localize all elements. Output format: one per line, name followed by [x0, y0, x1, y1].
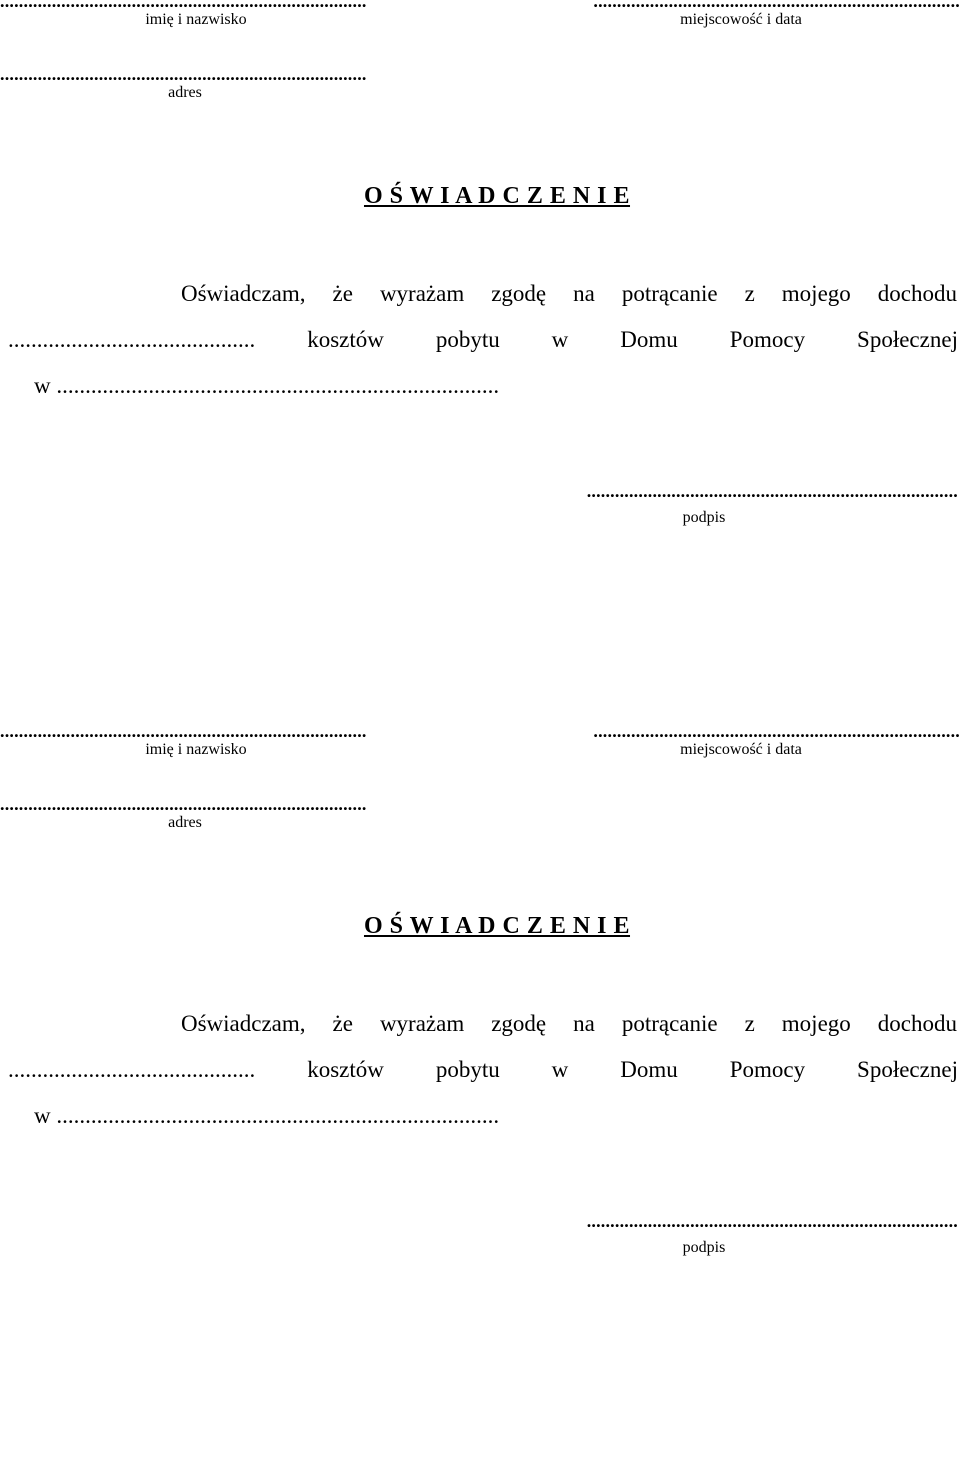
place-date-field-dots[interactable]: .............................................................................. — [593, 0, 960, 10]
document-title: O Ś W I A D C Z E N I E — [363, 913, 631, 939]
address-field-dots[interactable]: .............................................................................. — [0, 795, 367, 813]
place-date-caption: miejscowość i data — [680, 741, 802, 758]
statement-word: na — [573, 1011, 595, 1036]
statement-word: zgodę — [491, 281, 547, 306]
statement-word: Oświadczam, — [181, 281, 306, 306]
document-title: O Ś W I A D C Z E N I E — [363, 183, 631, 209]
statement-word: na — [573, 281, 595, 306]
name-field-dots[interactable]: .............................................................................. — [0, 722, 367, 740]
address-field-dots[interactable]: .............................................................................. — [0, 65, 367, 83]
amount-field-dots[interactable]: ........................................... — [8, 1057, 256, 1082]
statement-word: kosztów — [307, 1057, 384, 1082]
place-date-caption: miejscowość i data — [680, 11, 802, 28]
statement-line-1 — [181, 1012, 957, 1035]
statement-word: pobytu — [435, 1057, 500, 1082]
statement-word: Społecznej — [857, 327, 958, 352]
statement-word: z — [744, 281, 755, 306]
statement-word: że — [332, 281, 353, 306]
statement-word: z — [744, 1011, 755, 1036]
address-caption: adres — [168, 84, 202, 101]
statement-word: Pomocy — [729, 1057, 806, 1082]
statement-line-2 — [8, 328, 958, 351]
name-caption: imię i nazwisko — [145, 741, 247, 758]
statement-word: wyrażam — [379, 1011, 465, 1036]
name-field-dots[interactable]: .............................................................................. — [0, 0, 367, 10]
statement-word: kosztów — [307, 327, 384, 352]
statement-word: zgodę — [491, 1011, 547, 1036]
statement-word: dochodu — [877, 1011, 957, 1036]
statement-word: że — [332, 1011, 353, 1036]
amount-field-dots[interactable]: ........................................... — [8, 327, 256, 352]
statement-word: Oświadczam, — [181, 1011, 306, 1036]
statement-line-3-location[interactable]: w ............................................................................. — [34, 1103, 500, 1128]
statement-word: mojego — [781, 1011, 851, 1036]
signature-field-dots[interactable]: ............................................................................... — [586, 1212, 958, 1230]
place-date-field-dots[interactable]: .............................................................................. — [593, 722, 960, 740]
statement-line-3-location[interactable]: w ............................................................................. — [34, 373, 500, 398]
statement-word: potrącanie — [621, 1011, 718, 1036]
declaration-form-2 — [0, 722, 960, 1460]
statement-word: Domu — [620, 1057, 678, 1082]
statement-word: Społecznej — [857, 1057, 958, 1082]
statement-word: dochodu — [877, 281, 957, 306]
statement-line-2 — [8, 1058, 958, 1081]
statement-line-1 — [181, 282, 957, 305]
statement-word: Domu — [620, 327, 678, 352]
statement-word: pobytu — [435, 327, 500, 352]
statement-word: mojego — [781, 281, 851, 306]
signature-caption: podpis — [682, 1239, 726, 1256]
statement-word: wyrażam — [379, 281, 465, 306]
signature-caption: podpis — [682, 509, 726, 526]
statement-word: Pomocy — [729, 327, 806, 352]
name-caption: imię i nazwisko — [145, 11, 247, 28]
address-caption: adres — [168, 814, 202, 831]
statement-word: w — [551, 1057, 569, 1082]
statement-word: w — [551, 327, 569, 352]
statement-word: potrącanie — [621, 281, 718, 306]
signature-field-dots[interactable]: ............................................................................... — [586, 482, 958, 500]
